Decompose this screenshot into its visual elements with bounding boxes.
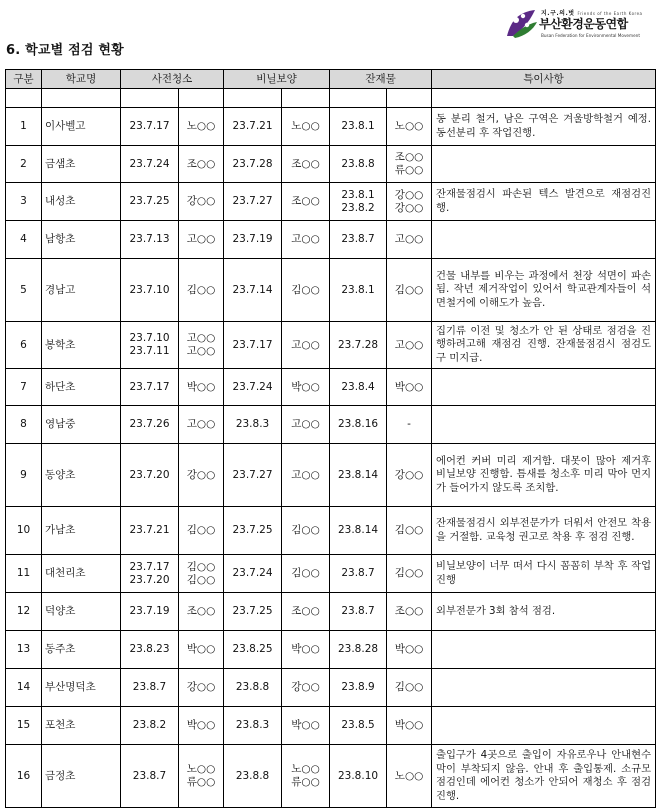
header-clean: 사전청소 [121, 70, 224, 89]
row-number: 11 [6, 555, 42, 593]
residue-date-line: 23.7.28 [337, 338, 379, 351]
clean-date [121, 322, 179, 369]
clean-inspector-line: 김○○ [186, 560, 216, 573]
logo-tagline-ko: 지.구.의.벗 [541, 10, 575, 17]
clean-inspector-line: 조○○ [186, 157, 216, 170]
vinyl-inspector-line: 고○○ [291, 338, 320, 351]
clean-inspector [179, 444, 224, 507]
clean-date-line: 23.7.17 [129, 120, 170, 132]
clean-inspector [179, 555, 224, 593]
clean-date [121, 221, 179, 259]
residue-date [330, 221, 387, 259]
vinyl-inspector-line: 박○○ [291, 643, 320, 655]
vinyl-date-line: 23.7.28 [232, 157, 273, 170]
table-row [6, 507, 656, 555]
vinyl-inspector [282, 669, 330, 707]
special-note [432, 669, 656, 707]
school-name: 금샘초 [42, 146, 121, 183]
special-note: 집기류 이전 및 청소가 안 된 상태로 점검을 진행하려고해 재점검 진행. 잔재물점검시 점검도구 미지급. [432, 322, 656, 369]
special-note: 동 분리 철거, 남은 구역은 겨울방학철거 예정. 동선분리 후 작업진행. [432, 108, 656, 146]
vinyl-inspector-line: 조○○ [291, 195, 320, 207]
residue-inspector-line: 강○○ [394, 468, 424, 481]
vinyl-inspector [282, 369, 330, 406]
school-name: 가남초 [42, 507, 121, 555]
clean-date-line: 23.7.11 [129, 345, 170, 357]
special-note: 비닐보양이 너무 떠서 다시 꼼꼼히 부착 후 작업 진행 [432, 555, 656, 593]
vinyl-date-line: 23.7.24 [232, 567, 273, 579]
residue-date [330, 444, 387, 507]
residue-date-line: 23.8.9 [341, 681, 375, 693]
school-name: 이사벨고 [42, 108, 121, 146]
table-header-spacer [6, 89, 656, 108]
special-note: 출입구가 4곳으로 출입이 자유로우나 안내현수막이 부착되지 않음. 안내 후 출입통제. 소규모 점검인데 에어컨 청소가 안되어 재청소 후 점검 진행. [432, 745, 656, 808]
clean-date-line: 23.7.26 [129, 418, 170, 430]
clean-inspector-line: 고○○ [186, 332, 216, 344]
vinyl-date [224, 108, 282, 146]
table-row [6, 555, 656, 593]
school-name: 부산명덕초 [42, 669, 121, 707]
residue-date-line: 23.8.7 [341, 605, 375, 617]
special-note [432, 221, 656, 259]
school-name: 봉학초 [42, 322, 121, 369]
vinyl-date [224, 444, 282, 507]
clean-date-line: 23.8.7 [132, 681, 167, 693]
residue-inspector [387, 108, 432, 146]
clean-date-line: 23.8.2 [132, 719, 167, 731]
vinyl-inspector-line: 강○○ [291, 681, 320, 693]
residue-inspector [387, 259, 432, 322]
clean-date-line: 23.7.20 [129, 468, 170, 481]
vinyl-inspector [282, 631, 330, 669]
residue-date [330, 631, 387, 669]
residue-inspector-line: - [407, 418, 411, 430]
special-note: 잔재물점검시 외부전문가가 더워서 안전모 착용을 거절함. 교육청 권고로 착용 후 점검 진행. [432, 507, 656, 555]
vinyl-date [224, 707, 282, 745]
residue-date-line: 23.8.7 [341, 233, 375, 245]
residue-inspector-line: 노○○ [394, 769, 424, 782]
clean-date-line: 23.7.10 [129, 283, 170, 296]
clean-date [121, 669, 179, 707]
vinyl-date [224, 146, 282, 183]
row-number: 13 [6, 631, 42, 669]
clean-inspector [179, 631, 224, 669]
clean-date [121, 369, 179, 406]
logo-tagline-en: Friends of the Earth Korea [577, 11, 643, 16]
clean-date [121, 745, 179, 808]
residue-inspector-line: 박○○ [394, 380, 424, 393]
clean-inspector [179, 507, 224, 555]
vinyl-inspector-line: 박○○ [291, 380, 320, 393]
clean-inspector-line: 박○○ [186, 719, 216, 731]
vinyl-inspector [282, 183, 330, 221]
row-number: 12 [6, 593, 42, 631]
clean-inspector [179, 745, 224, 808]
school-name: 영남중 [42, 406, 121, 444]
residue-date [330, 108, 387, 146]
clean-inspector-line: 김○○ [186, 283, 216, 296]
header-no: 구분 [6, 70, 42, 89]
vinyl-date [224, 631, 282, 669]
residue-date-line: 23.8.1 [341, 120, 375, 132]
vinyl-date-line: 23.7.19 [232, 233, 273, 245]
vinyl-date-line: 23.8.8 [235, 769, 270, 782]
clean-inspector [179, 108, 224, 146]
clean-date [121, 444, 179, 507]
vinyl-date-line: 23.8.3 [235, 719, 270, 731]
residue-inspector [387, 444, 432, 507]
vinyl-date [224, 369, 282, 406]
residue-inspector [387, 669, 432, 707]
residue-date-line: 23.8.7 [341, 567, 375, 579]
clean-inspector [179, 259, 224, 322]
residue-date-line: 23.8.2 [341, 201, 375, 214]
residue-inspector-line: 강○○ [394, 188, 424, 201]
residue-inspector-line: 류○○ [394, 164, 424, 176]
vinyl-date [224, 183, 282, 221]
vinyl-inspector [282, 707, 330, 745]
residue-date [330, 669, 387, 707]
vinyl-inspector-line: 박○○ [291, 719, 320, 731]
vinyl-inspector-line: 노○○ [291, 763, 320, 775]
clean-date [121, 406, 179, 444]
clean-inspector-line: 고○○ [186, 233, 216, 245]
vinyl-inspector-line: 김○○ [291, 567, 320, 579]
special-note: 잔재물점검시 파손된 텍스 발견으로 재점검진행. [432, 183, 656, 221]
vinyl-date [224, 221, 282, 259]
table-row [6, 259, 656, 322]
organization-logo [505, 4, 655, 46]
clean-inspector [179, 593, 224, 631]
table-body [6, 108, 656, 808]
residue-inspector-line: 박○○ [394, 643, 424, 655]
clean-inspector [179, 221, 224, 259]
vinyl-inspector [282, 444, 330, 507]
row-number: 1 [6, 108, 42, 146]
vinyl-inspector-line: 조○○ [291, 605, 320, 617]
clean-date-line: 23.7.10 [129, 332, 170, 344]
clean-inspector [179, 707, 224, 745]
row-number: 10 [6, 507, 42, 555]
clean-date-line: 23.7.21 [129, 524, 170, 536]
vinyl-inspector-line: 고○○ [291, 468, 320, 481]
clean-date [121, 707, 179, 745]
vinyl-inspector-line: 김○○ [291, 283, 320, 296]
residue-inspector [387, 555, 432, 593]
residue-date [330, 322, 387, 369]
vinyl-date [224, 593, 282, 631]
clean-date-line: 23.7.17 [129, 560, 170, 573]
table-row [6, 369, 656, 406]
vinyl-date-line: 23.8.3 [235, 418, 270, 430]
residue-inspector [387, 183, 432, 221]
school-name: 동양초 [42, 444, 121, 507]
special-note [432, 631, 656, 669]
clean-date [121, 259, 179, 322]
clean-inspector-line: 류○○ [186, 776, 216, 788]
table-row [6, 183, 656, 221]
residue-inspector-line: 조○○ [394, 605, 424, 617]
table-header-row [6, 70, 656, 89]
residue-date-line: 23.8.4 [341, 380, 375, 393]
clean-inspector-line: 노○○ [186, 763, 216, 775]
special-note [432, 146, 656, 183]
clean-inspector [179, 322, 224, 369]
clean-inspector-line: 강○○ [186, 468, 216, 481]
table-row [6, 593, 656, 631]
residue-date [330, 507, 387, 555]
clean-date-line: 23.7.20 [129, 573, 170, 586]
vinyl-date-line: 23.7.24 [232, 380, 273, 393]
vinyl-inspector-line: 노○○ [291, 120, 320, 132]
row-number: 15 [6, 707, 42, 745]
residue-inspector [387, 631, 432, 669]
vinyl-date [224, 745, 282, 808]
vinyl-inspector [282, 259, 330, 322]
clean-inspector-line: 김○○ [186, 573, 216, 586]
logo-english-name: Busan Federation for Environmental Movement [541, 33, 640, 38]
clean-inspector [179, 406, 224, 444]
residue-inspector [387, 369, 432, 406]
special-note: 에어컨 커버 미리 제거함. 대못이 많아 제거후 비닐보양 진행함. 틈새를 청소후 미리 막아 먼지가 들어가지 않도록 조치함. [432, 444, 656, 507]
residue-inspector-line: 조○○ [394, 151, 424, 163]
table-row [6, 146, 656, 183]
vinyl-date-line: 23.7.21 [232, 120, 273, 132]
special-note: 외부전문가 3회 참석 점검. [432, 593, 656, 631]
residue-date-line: 23.8.16 [337, 418, 379, 430]
vinyl-inspector-line: 고○○ [291, 233, 320, 245]
header-vinyl: 비닐보양 [224, 70, 330, 89]
clean-inspector-line: 김○○ [186, 524, 216, 536]
residue-inspector [387, 406, 432, 444]
row-number: 4 [6, 221, 42, 259]
school-name: 내성초 [42, 183, 121, 221]
vinyl-date-line: 23.7.25 [232, 605, 273, 617]
residue-inspector-line: 고○○ [394, 338, 424, 351]
table-row [6, 108, 656, 146]
clean-date [121, 631, 179, 669]
vinyl-date-line: 23.7.27 [232, 468, 273, 481]
row-number: 14 [6, 669, 42, 707]
residue-inspector-line: 김○○ [394, 524, 424, 536]
residue-inspector [387, 593, 432, 631]
clean-inspector-line: 박○○ [186, 643, 216, 655]
clean-inspector [179, 669, 224, 707]
residue-inspector-line: 고○○ [394, 233, 424, 245]
residue-date [330, 183, 387, 221]
special-note [432, 369, 656, 406]
vinyl-inspector [282, 108, 330, 146]
row-number: 9 [6, 444, 42, 507]
vinyl-inspector-line: 김○○ [291, 524, 320, 536]
clean-date-line: 23.7.24 [129, 157, 170, 170]
residue-inspector [387, 322, 432, 369]
residue-date [330, 406, 387, 444]
school-name: 금정초 [42, 745, 121, 808]
special-note [432, 406, 656, 444]
special-note [432, 707, 656, 745]
clean-date [121, 146, 179, 183]
row-number: 16 [6, 745, 42, 808]
vinyl-inspector [282, 593, 330, 631]
residue-date-line: 23.8.1 [341, 283, 375, 296]
clean-inspector [179, 146, 224, 183]
residue-date [330, 593, 387, 631]
residue-date [330, 259, 387, 322]
clean-date-line: 23.7.13 [129, 233, 170, 245]
vinyl-inspector-line: 류○○ [291, 776, 320, 788]
vinyl-date-line: 23.7.27 [232, 195, 273, 207]
table-row [6, 221, 656, 259]
clean-inspector-line: 조○○ [186, 605, 216, 617]
clean-date [121, 593, 179, 631]
logo-name: 부산환경운동연합 [539, 17, 628, 31]
table-row [6, 745, 656, 808]
clean-date [121, 507, 179, 555]
vinyl-inspector-line: 고○○ [291, 418, 320, 430]
special-note: 건물 내부를 비우는 과정에서 천장 석면이 파손됨. 작년 제거작업이 있어서 학교관계자들이 석면철거에 이해도가 높음. [432, 259, 656, 322]
vinyl-date [224, 406, 282, 444]
vinyl-date-line: 23.7.14 [232, 283, 273, 296]
vinyl-inspector [282, 322, 330, 369]
row-number: 5 [6, 259, 42, 322]
clean-date-line: 23.7.25 [129, 195, 170, 207]
school-name: 대천리초 [42, 555, 121, 593]
table-row [6, 707, 656, 745]
header-notes: 특이사항 [432, 70, 656, 89]
residue-date-line: 23.8.14 [337, 524, 379, 536]
residue-date [330, 555, 387, 593]
table-row [6, 669, 656, 707]
residue-inspector-line: 김○○ [394, 567, 424, 579]
clean-date-line: 23.7.17 [129, 380, 170, 393]
vinyl-date [224, 322, 282, 369]
header-school: 학교명 [42, 70, 121, 89]
vinyl-inspector [282, 406, 330, 444]
vinyl-inspector [282, 745, 330, 808]
residue-inspector-line: 강○○ [394, 201, 424, 214]
table-row [6, 444, 656, 507]
residue-date-line: 23.8.14 [337, 468, 379, 481]
row-number: 2 [6, 146, 42, 183]
residue-inspector-line: 김○○ [394, 283, 424, 296]
vinyl-inspector [282, 507, 330, 555]
clean-date-line: 23.7.19 [129, 605, 170, 617]
vinyl-inspector [282, 221, 330, 259]
residue-date-line: 23.8.5 [341, 719, 375, 731]
clean-inspector [179, 369, 224, 406]
clean-inspector-line: 강○○ [186, 195, 216, 207]
vinyl-date-line: 23.7.25 [232, 524, 273, 536]
school-name: 하단초 [42, 369, 121, 406]
row-number: 6 [6, 322, 42, 369]
residue-date-line: 23.8.10 [337, 769, 379, 782]
school-name: 남항초 [42, 221, 121, 259]
residue-inspector [387, 507, 432, 555]
vinyl-date [224, 669, 282, 707]
clean-date-line: 23.8.7 [132, 769, 167, 782]
residue-date [330, 369, 387, 406]
clean-inspector [179, 183, 224, 221]
school-name: 덕양초 [42, 593, 121, 631]
vinyl-date [224, 259, 282, 322]
residue-inspector-line: 박○○ [394, 719, 424, 731]
vinyl-inspector [282, 146, 330, 183]
clean-date [121, 108, 179, 146]
residue-inspector [387, 146, 432, 183]
residue-date-line: 23.8.28 [337, 643, 379, 655]
clean-inspector-line: 고○○ [186, 418, 216, 430]
residue-date [330, 146, 387, 183]
inspection-table [5, 69, 656, 808]
vinyl-inspector-line: 조○○ [291, 157, 320, 170]
vinyl-date-line: 23.8.25 [232, 643, 273, 655]
clean-inspector-line: 노○○ [186, 120, 216, 132]
clean-inspector-line: 강○○ [186, 681, 216, 693]
page-title: 6. 학교별 점검 현황 [6, 43, 124, 58]
row-number: 3 [6, 183, 42, 221]
table-row [6, 322, 656, 369]
row-number: 8 [6, 406, 42, 444]
vinyl-date-line: 23.7.17 [232, 338, 273, 351]
residue-inspector-line: 노○○ [394, 120, 424, 132]
residue-inspector [387, 707, 432, 745]
logo-emblem-icon [505, 6, 539, 40]
header-residue: 잔재물 [330, 70, 432, 89]
residue-date [330, 745, 387, 808]
clean-inspector-line: 박○○ [186, 380, 216, 393]
residue-inspector [387, 221, 432, 259]
row-number: 7 [6, 369, 42, 406]
vinyl-inspector [282, 555, 330, 593]
school-name: 경남고 [42, 259, 121, 322]
clean-date-line: 23.8.23 [129, 643, 170, 655]
residue-date [330, 707, 387, 745]
table-row [6, 406, 656, 444]
vinyl-date [224, 555, 282, 593]
residue-date-line: 23.8.1 [341, 188, 375, 201]
vinyl-date-line: 23.8.8 [235, 681, 270, 693]
school-name: 동주초 [42, 631, 121, 669]
clean-date [121, 183, 179, 221]
clean-inspector-line: 고○○ [186, 345, 216, 357]
vinyl-date [224, 507, 282, 555]
residue-date-line: 23.8.8 [341, 157, 375, 170]
school-name: 포천초 [42, 707, 121, 745]
page-header [0, 0, 660, 62]
table-row [6, 631, 656, 669]
clean-date [121, 555, 179, 593]
residue-inspector [387, 745, 432, 808]
residue-inspector-line: 김○○ [394, 681, 424, 693]
